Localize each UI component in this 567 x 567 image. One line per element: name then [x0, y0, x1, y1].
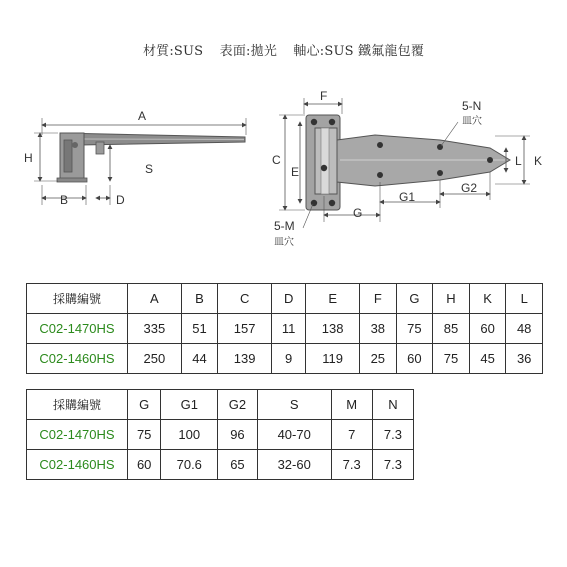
- front-view: [272, 89, 542, 248]
- dim-label-f: F: [320, 89, 328, 103]
- table-cell: 157: [218, 314, 272, 344]
- table-cell: 25: [360, 344, 397, 374]
- table-cell: 40-70: [257, 420, 331, 450]
- table-cell: 139: [218, 344, 272, 374]
- callout-5n: 5-N: [462, 99, 482, 113]
- header-cell: G2: [218, 390, 258, 420]
- header-cell: L: [506, 284, 543, 314]
- dim-label-h: H: [24, 151, 33, 165]
- dim-label-c: C: [272, 153, 281, 167]
- table-cell: 48: [506, 314, 543, 344]
- spec-table-2: [26, 389, 414, 480]
- dim-label-b: B: [60, 193, 69, 207]
- table-header-row: [27, 284, 543, 314]
- callout-5m: 5-M: [274, 219, 295, 233]
- header-cell: A: [128, 284, 182, 314]
- spec-table-1: [26, 283, 543, 374]
- product-code: C02-1470HS: [27, 420, 128, 450]
- table-cell: 138: [306, 314, 360, 344]
- dim-label-l: L: [515, 154, 522, 168]
- header-cell: B: [181, 284, 218, 314]
- table-header-row: [27, 390, 414, 420]
- table-cell: 100: [161, 420, 218, 450]
- table-cell: 65: [218, 450, 258, 480]
- header-cell: C: [218, 284, 272, 314]
- table-cell: 32-60: [257, 450, 331, 480]
- table-cell: 96: [218, 420, 258, 450]
- dim-label-e: E: [291, 165, 300, 179]
- table-cell: 60: [469, 314, 506, 344]
- table-cell: 75: [128, 420, 161, 450]
- header-cell: G1: [161, 390, 218, 420]
- header-cell: H: [433, 284, 470, 314]
- header-cell: G: [128, 390, 161, 420]
- table-cell: 36: [506, 344, 543, 374]
- table-cell: 250: [128, 344, 182, 374]
- dim-label-a: A: [138, 109, 147, 123]
- table-cell: 7.3: [331, 450, 372, 480]
- dim-label-g2: G2: [461, 181, 478, 195]
- header-cell: D: [272, 284, 306, 314]
- dim-label-g: G: [353, 206, 363, 220]
- core-text: 軸心:SUS 鐵氟龍包覆: [293, 44, 425, 59]
- dim-label-s: S: [145, 162, 154, 176]
- table-cell: 60: [396, 344, 433, 374]
- material-text: 材質:SUS: [142, 44, 204, 59]
- table-cell: 45: [469, 344, 506, 374]
- header-cell: S: [257, 390, 331, 420]
- table-cell: 75: [433, 344, 470, 374]
- table-cell: 51: [181, 314, 218, 344]
- dim-label-g1: G1: [399, 190, 416, 204]
- table-cell: 75: [396, 314, 433, 344]
- header-cell-code: 採購編號: [27, 390, 128, 420]
- side-view: [24, 109, 246, 207]
- table-cell: 9: [272, 344, 306, 374]
- product-code: C02-1460HS: [27, 450, 128, 480]
- dim-label-d: D: [116, 193, 125, 207]
- table-cell: 38: [360, 314, 397, 344]
- table-cell: 85: [433, 314, 470, 344]
- header-cell: N: [372, 390, 413, 420]
- table-cell: 44: [181, 344, 218, 374]
- header-cell: E: [306, 284, 360, 314]
- table-cell: 7.3: [372, 420, 413, 450]
- header-cell: F: [360, 284, 397, 314]
- surface-text: 表面:拋光: [219, 44, 278, 59]
- table-cell: 119: [306, 344, 360, 374]
- dim-label-k: K: [534, 154, 543, 168]
- header-cell: G: [396, 284, 433, 314]
- table-cell: 60: [128, 450, 161, 480]
- hinge-technical-drawing: [0, 0, 567, 270]
- table-cell: 11: [272, 314, 306, 344]
- table-row: [27, 420, 414, 450]
- table-cell: 7.3: [372, 450, 413, 480]
- callout-5n-sub: 皿穴: [462, 116, 482, 127]
- table-row: [27, 314, 543, 344]
- product-code: C02-1460HS: [27, 344, 128, 374]
- table-row: [27, 344, 543, 374]
- table-row: [27, 450, 414, 480]
- header-cell: K: [469, 284, 506, 314]
- header-cell-code: 採購編號: [27, 284, 128, 314]
- product-code: C02-1470HS: [27, 314, 128, 344]
- table-cell: 7: [331, 420, 372, 450]
- table-cell: 70.6: [161, 450, 218, 480]
- table-cell: 335: [128, 314, 182, 344]
- header-cell: M: [331, 390, 372, 420]
- callout-5m-sub: 皿穴: [274, 237, 294, 248]
